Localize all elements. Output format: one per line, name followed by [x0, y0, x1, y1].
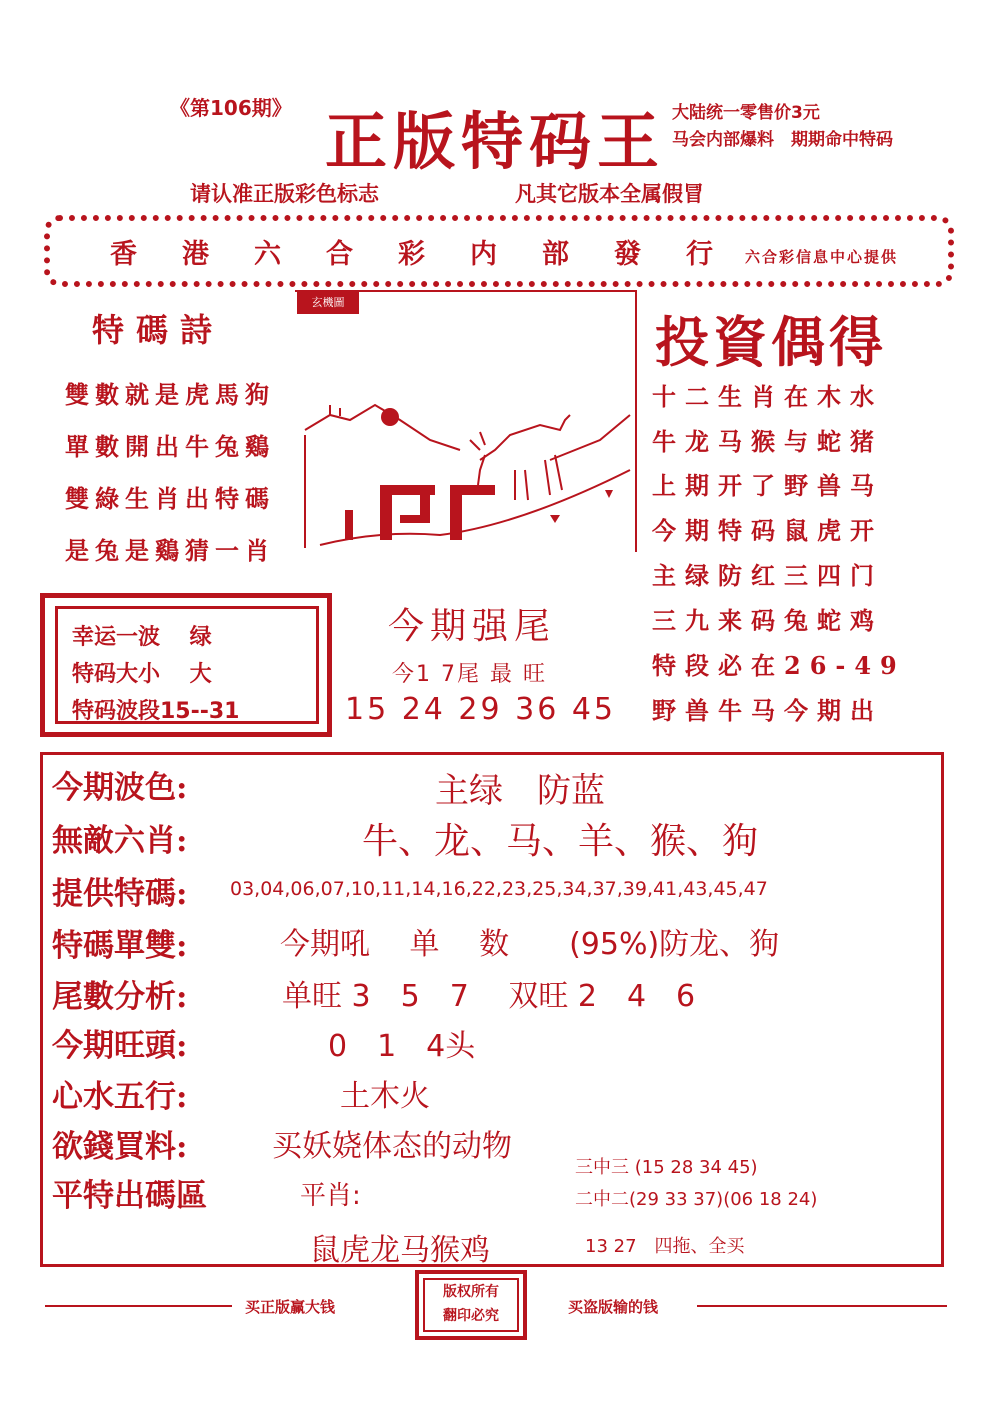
poem-line: 雙綠生肖出特碼: [65, 484, 275, 513]
copyright-text: [423, 1278, 519, 1332]
copyright-line2: 翻印必究: [443, 1308, 499, 1324]
wave-value: 主绿 防蓝: [435, 771, 605, 811]
money-label: 欲錢買料:: [52, 1129, 188, 1165]
five-elements-label: 心水五行:: [52, 1079, 188, 1115]
flat-value: 鼠虎龙马猴鸡: [310, 1233, 490, 1268]
invest-title: 投資偶得: [655, 310, 887, 374]
invest-line: 主绿防红三四门: [652, 561, 883, 590]
six-zodiac-label: 無敵六肖:: [52, 823, 188, 859]
counterfeit-notice: 凡其它版本全属假冒: [515, 182, 704, 206]
copyright-line1: 版权所有: [443, 1284, 499, 1300]
strong-tail-numbers: 15 24 29 36 45: [345, 692, 617, 727]
flat-sub-label: 平肖:: [300, 1181, 361, 1211]
head-value: 0 1 4头: [328, 1029, 476, 1064]
lucky-range: 特码波段15--31: [72, 699, 240, 724]
page-title: 正版特码王: [325, 105, 666, 178]
lucky-size: 特码大小 大: [72, 662, 212, 687]
odd-even-value: 今期吼 单 数 (95%)防龙、狗: [280, 927, 780, 962]
price-line: 大陆统一零售价3元: [672, 103, 820, 123]
head-label: 今期旺頭:: [52, 1028, 188, 1064]
money-value: 买妖娆体态的动物: [272, 1129, 512, 1164]
poem-title: 特碼詩: [92, 311, 225, 349]
invest-line: 三九来码兔蛇鸡: [652, 606, 883, 635]
picture-tag: 玄機圖: [297, 292, 359, 314]
tail-label: 尾數分析:: [52, 979, 188, 1015]
invest-line: 野兽牛马今期出: [652, 696, 883, 725]
wave-label: 今期波色:: [52, 770, 188, 806]
footer-right-text: 买盗版输的钱: [568, 1298, 659, 1316]
five-elements-value: 土木火: [340, 1079, 430, 1114]
invest-line: 牛龙马猴与蛇猪: [652, 427, 883, 456]
invest-line: 特段必在26-49: [652, 651, 906, 680]
tail-value: 单旺 3 5 7 双旺 2 4 6: [282, 979, 696, 1014]
odd-even-label: 特碼單雙:: [52, 928, 188, 964]
footer-rule-right: [697, 1305, 947, 1307]
deer-landscape-illustration: [300, 320, 635, 550]
invest-line: 上期开了野兽马: [652, 471, 883, 500]
strong-tail-title: 今期强尾: [388, 606, 557, 647]
strong-tail-sub: 今1 7尾 最 旺: [392, 662, 547, 687]
drag-combo: 13 27 四拖、全买: [585, 1236, 745, 1257]
codes-label: 提供特碼:: [52, 876, 188, 912]
footer-rule-left: [45, 1305, 232, 1307]
poem-line: 是兔是鷄猜一肖: [65, 536, 275, 565]
invest-line: 十二生肖在木水: [652, 382, 883, 411]
promo-line: 马会内部爆料 期期命中特码: [672, 130, 893, 150]
issuer-text: 香港六合彩内部發行: [110, 239, 758, 270]
codes-value: 03,04,06,07,10,11,14,16,22,23,25,34,37,39,41,43,45,47: [230, 878, 768, 900]
flat-label: 平特出碼區: [52, 1178, 207, 1214]
invest-line: 今期特码鼠虎开: [652, 516, 883, 545]
price-info: [672, 100, 893, 154]
two-of-two: 二中二(29 33 37)(06 18 24): [575, 1189, 818, 1210]
six-zodiac-value: 牛、龙、马、羊、猴、狗: [362, 821, 759, 862]
poem-line: 單數開出牛兔鷄: [65, 432, 275, 461]
three-of-three: 三中三 (15 28 34 45): [575, 1157, 758, 1178]
authentic-notice: 请认准正版彩色标志: [190, 182, 379, 206]
poem-line: 雙數就是虎馬狗: [65, 380, 275, 409]
lucky-wave: 幸运一波 绿: [72, 625, 212, 650]
footer-left-text: 买正版赢大钱: [245, 1298, 336, 1316]
issue-number: 《第106期》: [170, 96, 292, 120]
provider-text: 六合彩信息中心提供: [745, 248, 899, 266]
